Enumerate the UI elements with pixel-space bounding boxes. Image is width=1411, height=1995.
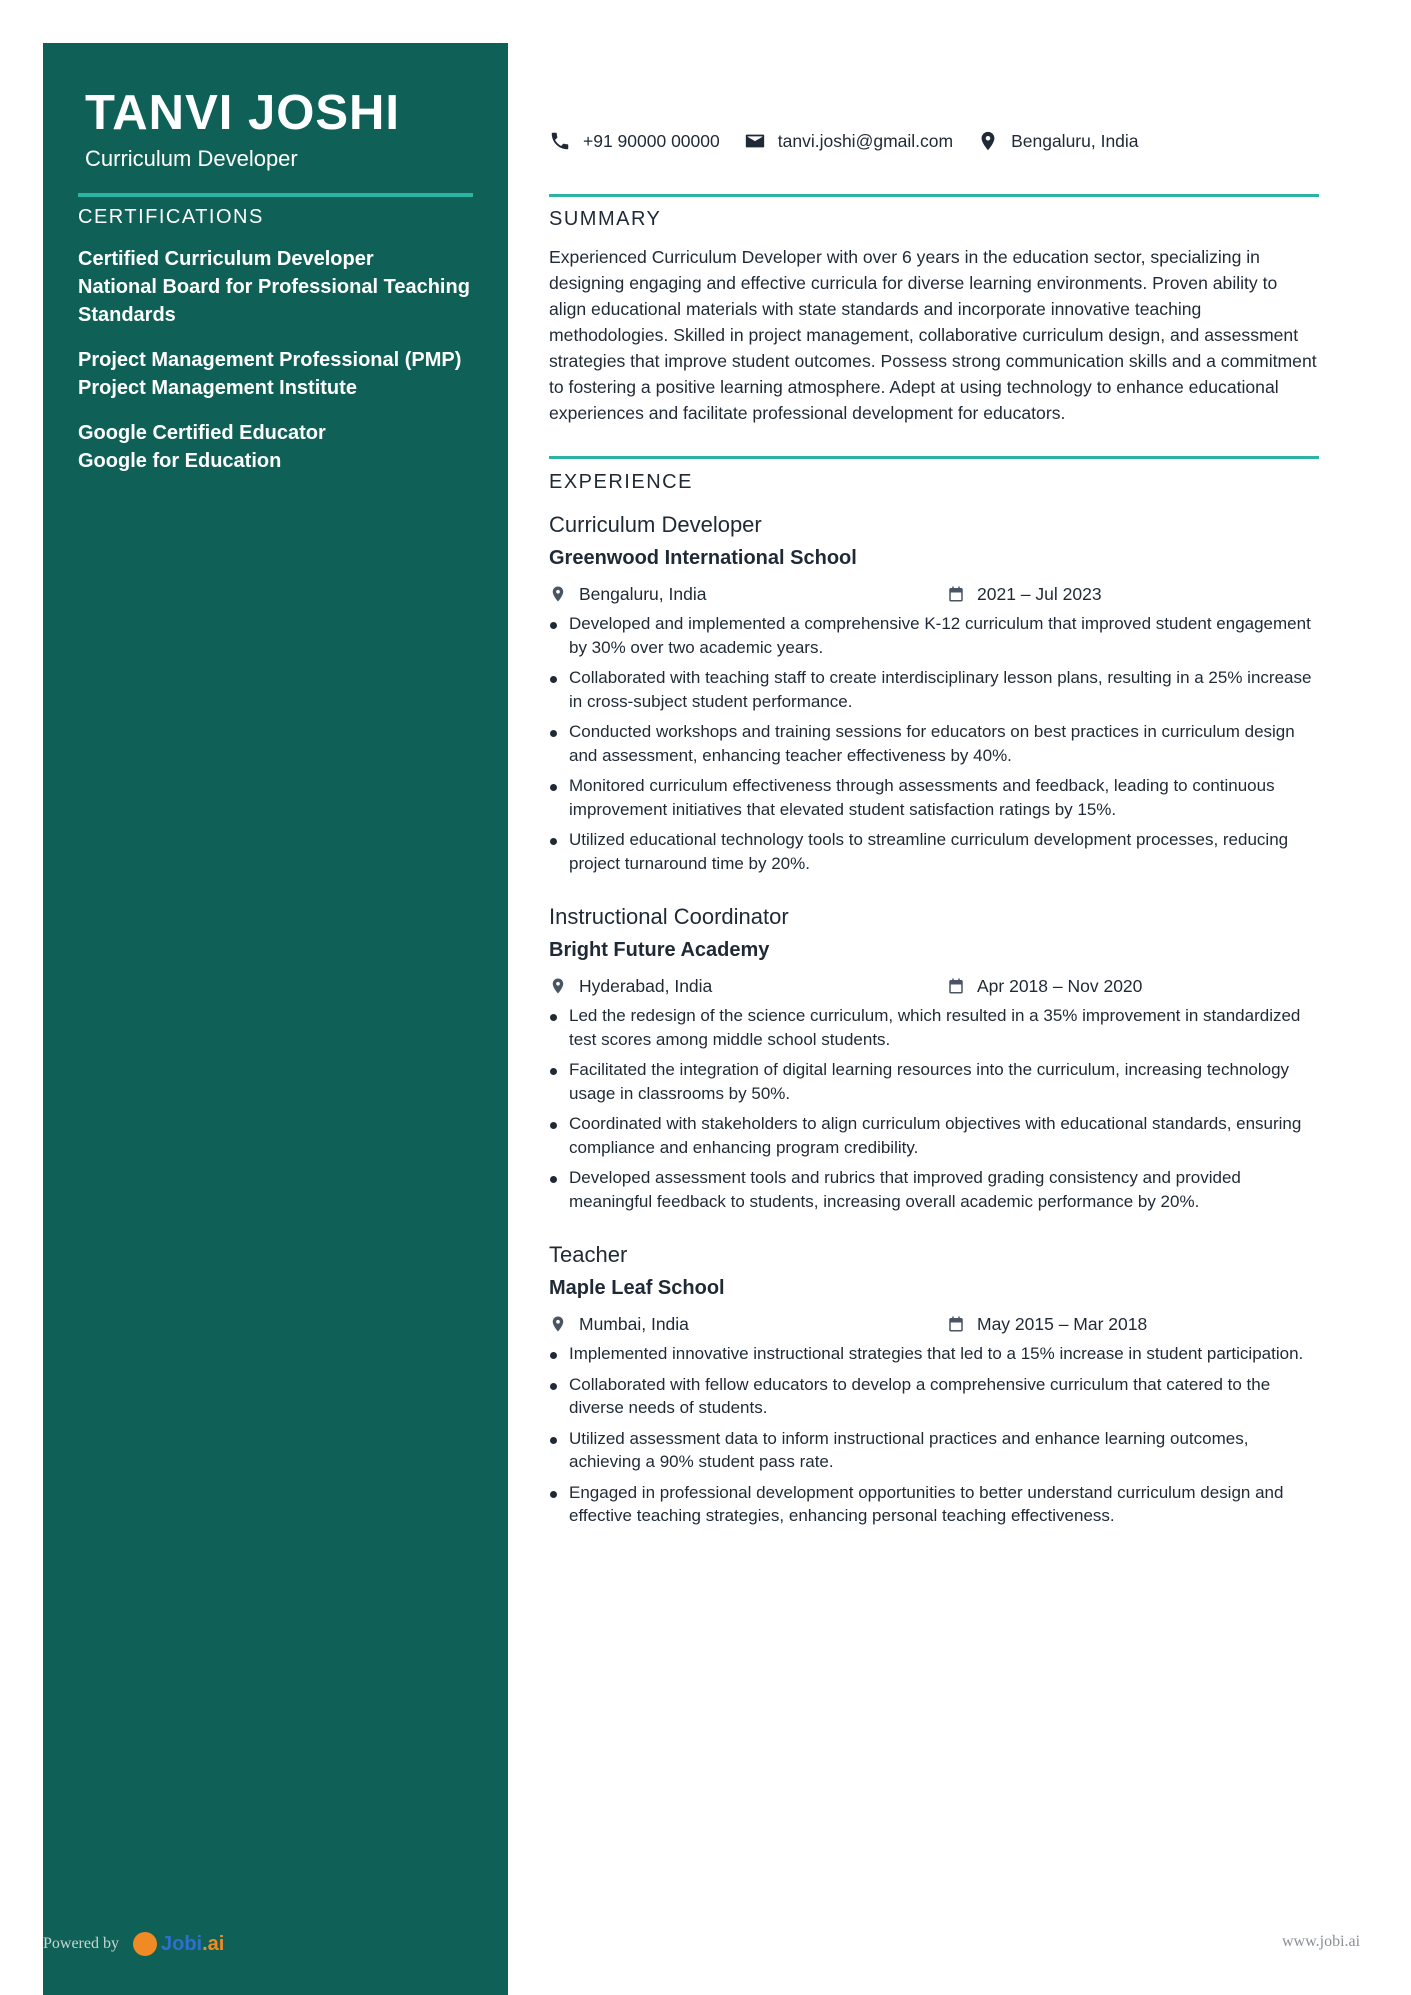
job-dates bbox=[947, 1314, 1147, 1335]
job-bullets bbox=[549, 1004, 1319, 1213]
location-text: Bengaluru, India bbox=[1011, 130, 1139, 151]
job-entry bbox=[549, 508, 1319, 875]
powered-by-text: Powered by bbox=[43, 1935, 119, 1952]
job-location-text: Hyderabad, India bbox=[579, 975, 713, 996]
phone-text: +91 90000 00000 bbox=[583, 130, 720, 151]
experience-list bbox=[549, 508, 1319, 1553]
list-item: Developed and implemented a comprehensive K-12 curriculum that improved student engagement by 30% over two academic years. bbox=[549, 612, 1319, 659]
job-dates-text: May 2015 – Mar 2018 bbox=[977, 1313, 1148, 1334]
candidate-title: Curriculum Developer bbox=[85, 146, 298, 171]
certification-item bbox=[78, 245, 488, 329]
phone-icon bbox=[549, 130, 571, 152]
brand-suffix: .ai bbox=[202, 1932, 225, 1955]
list-item: Facilitated the integration of digital learning resources into the curriculum, increasing technology usage in classrooms by 50%. bbox=[549, 1058, 1319, 1105]
job-bullets bbox=[549, 1342, 1319, 1528]
experience-heading: EXPERIENCE bbox=[549, 471, 693, 493]
job-dates-text: Apr 2018 – Nov 2020 bbox=[977, 975, 1143, 996]
certifications-list bbox=[78, 245, 488, 492]
job-title: Curriculum Developer bbox=[549, 512, 762, 537]
job-title: Teacher bbox=[549, 1242, 628, 1267]
list-item: Implemented innovative instructional strategies that led to a 15% increase in student participation. bbox=[549, 1342, 1319, 1366]
contact-phone[interactable] bbox=[549, 130, 720, 152]
list-item: Developed assessment tools and rubrics that improved grading consistency and provided meaningful feedback to students, increasing overall academic performance by 20%. bbox=[549, 1166, 1319, 1213]
certification-name: Certified Curriculum Developer bbox=[78, 248, 374, 270]
list-item: Collaborated with fellow educators to develop a comprehensive curriculum that catered to the diverse needs of students. bbox=[549, 1373, 1319, 1420]
list-item: Collaborated with teaching staff to create interdisciplinary lesson plans, resulting in a 25% increase in cross-subject student performance. bbox=[549, 666, 1319, 713]
brand-main: Jobi bbox=[160, 1932, 203, 1955]
certification-name: Google Certified Educator bbox=[78, 422, 326, 444]
job-meta bbox=[549, 581, 1319, 607]
location-pin-icon bbox=[549, 585, 567, 603]
calendar-icon bbox=[947, 585, 965, 603]
job-location bbox=[549, 1314, 947, 1335]
job-meta bbox=[549, 973, 1319, 999]
job-meta bbox=[549, 1311, 1319, 1337]
job-dates bbox=[947, 976, 1142, 997]
sidebar bbox=[43, 43, 508, 1995]
location-pin-icon bbox=[977, 130, 999, 152]
job-company: Greenwood International School bbox=[549, 547, 857, 569]
job-bullets bbox=[549, 612, 1319, 875]
job-dates bbox=[947, 584, 1102, 605]
job-entry bbox=[549, 1238, 1319, 1528]
job-title: Instructional Coordinator bbox=[549, 904, 789, 929]
footer-url[interactable]: www.jobi.ai bbox=[1282, 1933, 1361, 1950]
calendar-icon bbox=[947, 977, 965, 995]
job-dates-text: 2021 – Jul 2023 bbox=[977, 583, 1102, 604]
jobi-logo-icon bbox=[133, 1932, 157, 1956]
email-text: tanvi.joshi@gmail.com bbox=[777, 130, 954, 151]
job-location-text: Mumbai, India bbox=[579, 1313, 689, 1334]
list-item: Utilized assessment data to inform instructional practices and enhance learning outcomes, achieving a 90% student pass rate. bbox=[549, 1427, 1319, 1474]
contact-bar bbox=[549, 130, 1163, 152]
contact-location bbox=[977, 130, 1138, 152]
job-location bbox=[549, 584, 947, 605]
job-location bbox=[549, 976, 947, 997]
job-company: Maple Leaf School bbox=[549, 1277, 725, 1299]
certification-issuer: Google for Education bbox=[78, 450, 282, 472]
list-item: Led the redesign of the science curriculum, which resulted in a 35% improvement in standardized test scores among middle school students. bbox=[549, 1004, 1319, 1051]
sidebar-divider bbox=[78, 193, 473, 197]
list-item: Monitored curriculum effectiveness through assessments and feedback, leading to continuous improvement initiatives that elevated student satisfaction ratings by 15%. bbox=[549, 774, 1319, 821]
certification-name: Project Management Professional (PMP) bbox=[78, 349, 462, 371]
job-location-text: Bengaluru, India bbox=[579, 583, 707, 604]
certification-issuer: Project Management Institute bbox=[78, 377, 357, 399]
certification-issuer: National Board for Professional Teaching Standards bbox=[78, 276, 470, 326]
location-pin-icon bbox=[549, 1315, 567, 1333]
list-item: Utilized educational technology tools to streamline curriculum development processes, reducing project turnaround time by 20%. bbox=[549, 828, 1319, 875]
job-entry bbox=[549, 900, 1319, 1213]
email-icon bbox=[744, 130, 766, 152]
summary-divider bbox=[549, 194, 1319, 197]
list-item: Engaged in professional development opportunities to better understand curriculum design and effective teaching strategies, enhancing personal teaching effectiveness. bbox=[549, 1481, 1319, 1528]
job-company: Bright Future Academy bbox=[549, 939, 770, 961]
summary-text: Experienced Curriculum Developer with over 6 years in the education sector, specializing in designing engaging and effective curricula for diverse learning environments. Proven ability to align educational materials with state standards and incorporate innovative teaching methodologies. Skilled in project management, collaborative curriculum design, and assessment strategies that improve student outcomes. Possess strong communication skills and a commitment to fostering a positive learning atmosphere. Adept at using technology to enhance educational experiences and facilitate professional development for educators. bbox=[549, 247, 1317, 423]
powered-by-footer[interactable] bbox=[43, 1932, 224, 1956]
location-pin-icon bbox=[549, 977, 567, 995]
experience-divider bbox=[549, 456, 1319, 459]
list-item: Coordinated with stakeholders to align curriculum objectives with educational standards, ensuring compliance and enhancing program credibility. bbox=[549, 1112, 1319, 1159]
certification-item bbox=[78, 346, 488, 402]
certifications-heading: CERTIFICATIONS bbox=[78, 206, 264, 228]
jobi-logo-text bbox=[161, 1933, 224, 1956]
summary-heading: SUMMARY bbox=[549, 208, 662, 230]
candidate-name: TANVI JOSHI bbox=[85, 86, 401, 140]
certification-item bbox=[78, 419, 488, 475]
list-item: Conducted workshops and training sessions for educators on best practices in curriculum design and assessment, enhancing teacher effectiveness by 40%. bbox=[549, 720, 1319, 767]
contact-email[interactable] bbox=[744, 130, 953, 152]
calendar-icon bbox=[947, 1315, 965, 1333]
